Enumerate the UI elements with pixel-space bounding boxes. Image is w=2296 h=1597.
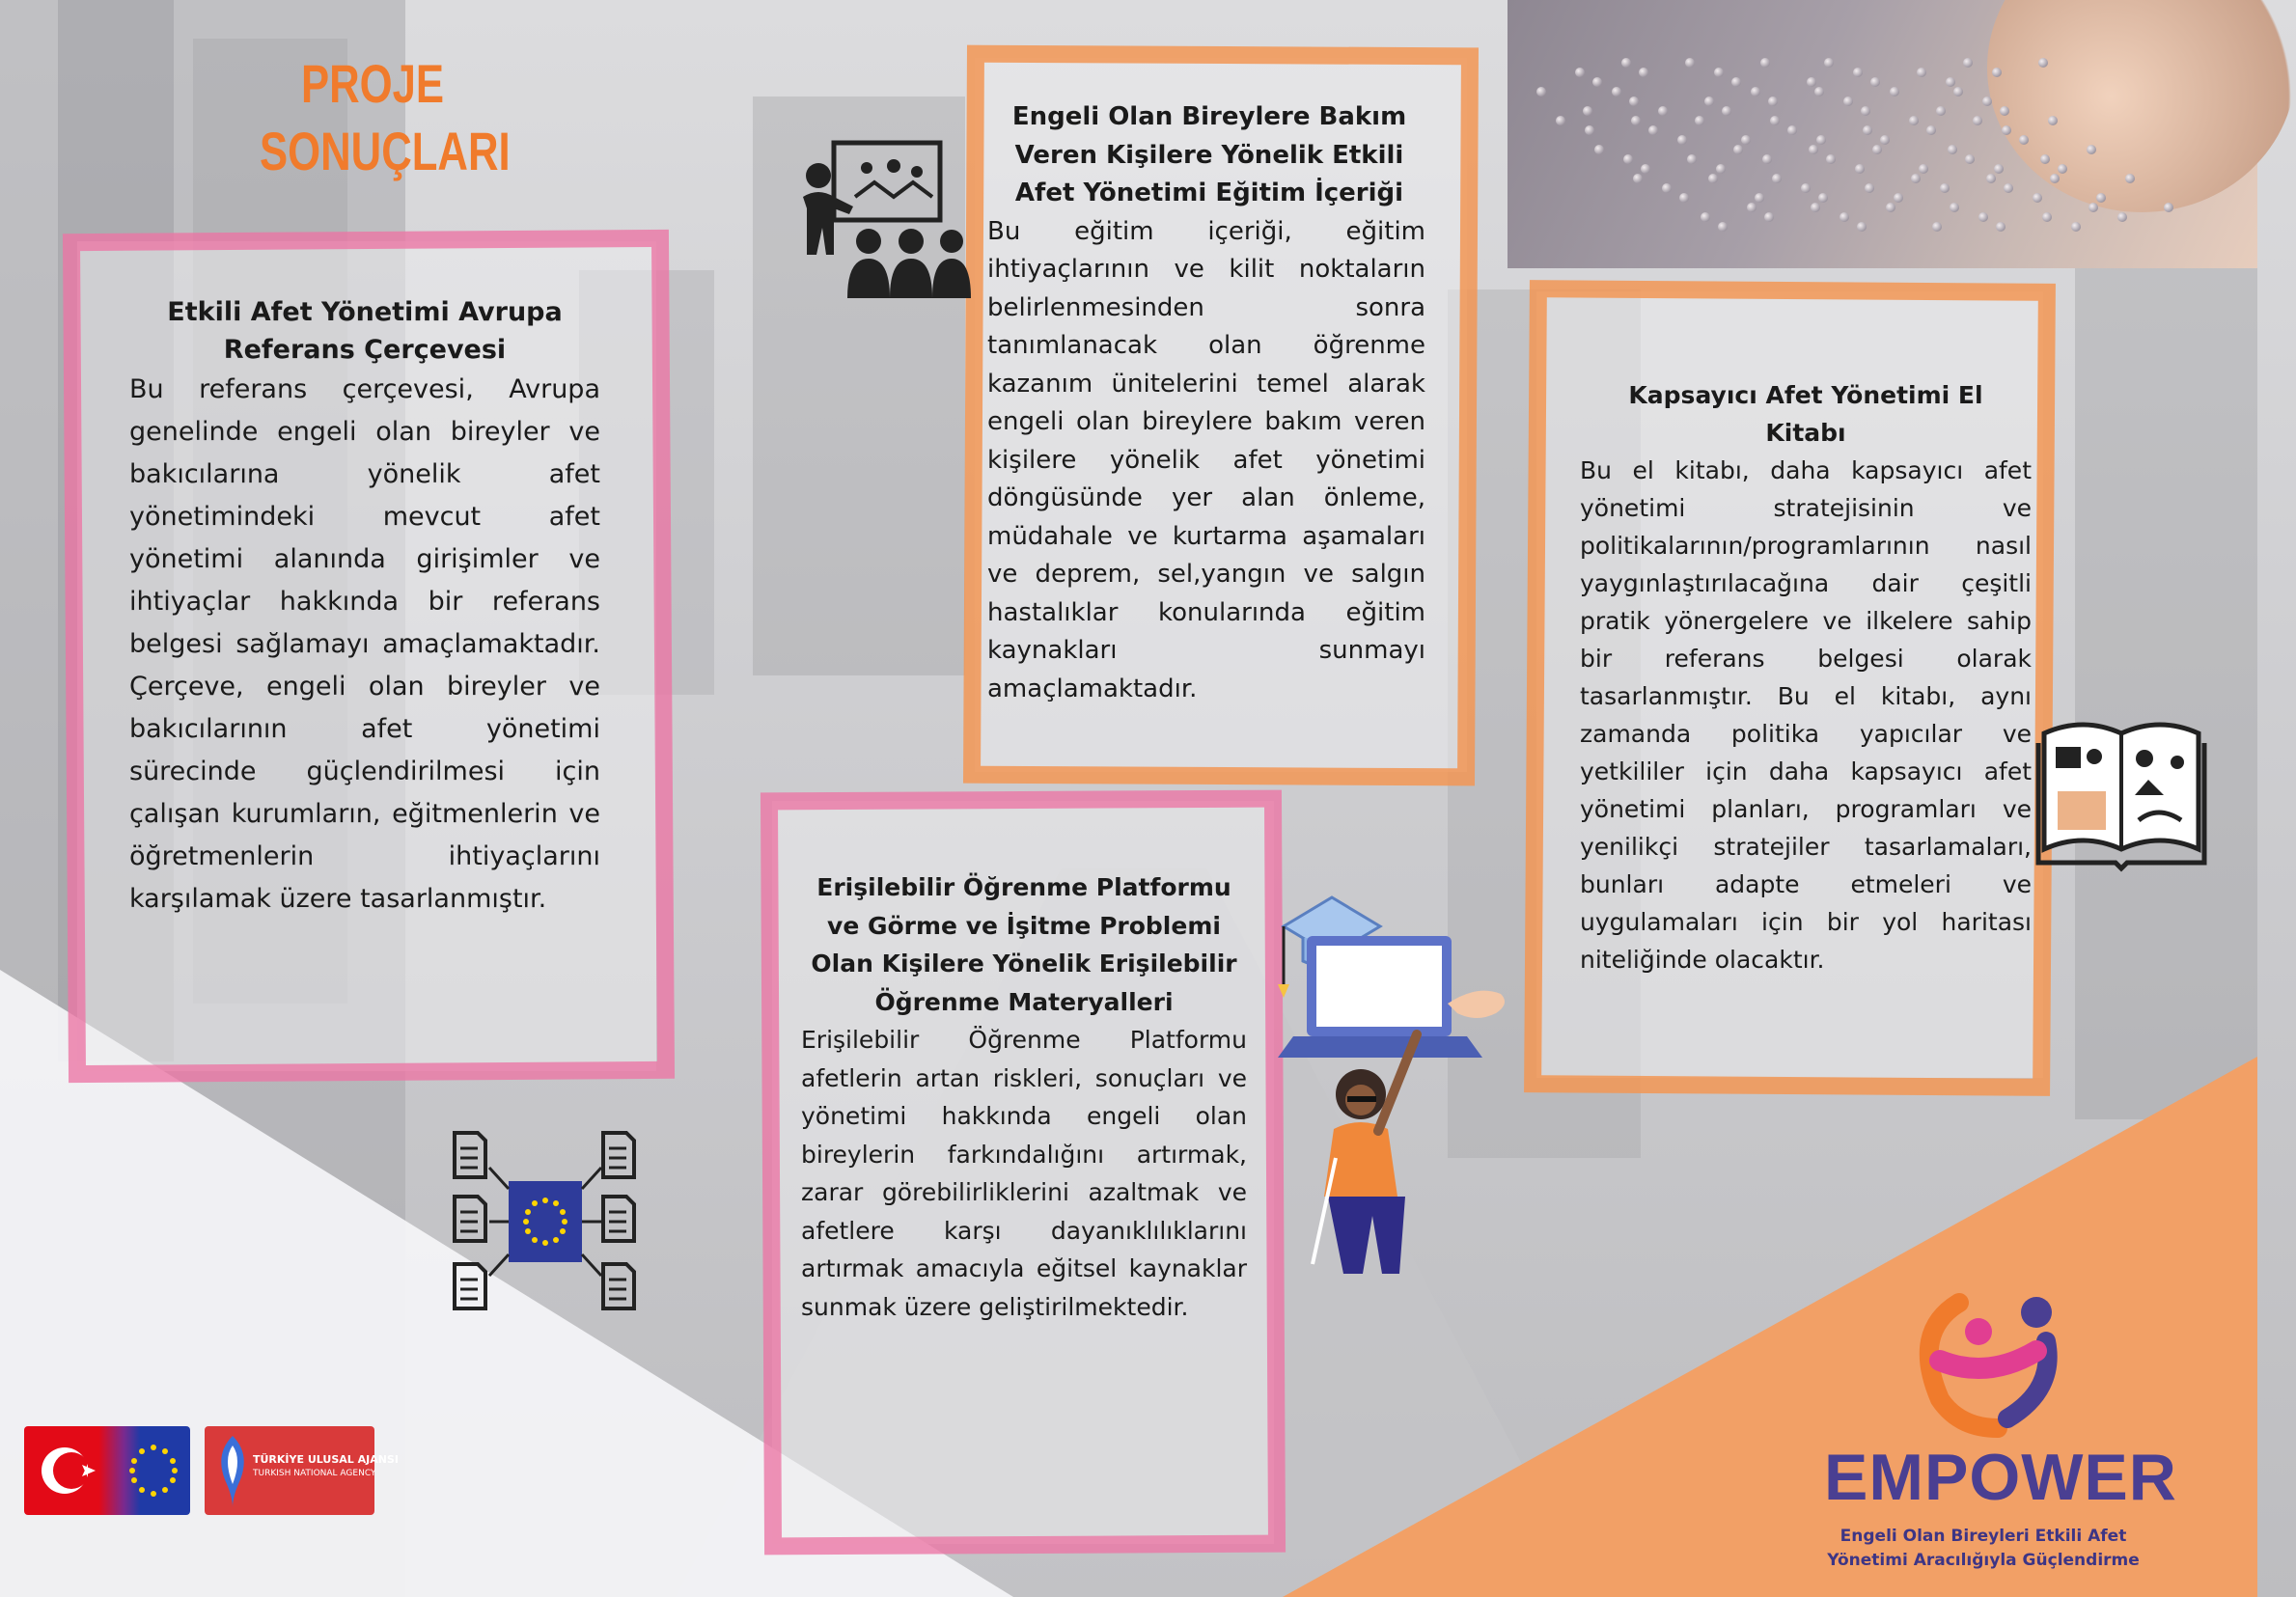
braille-dot <box>1623 154 1633 164</box>
braille-dot <box>1762 154 1772 164</box>
braille-dot <box>2019 135 2029 145</box>
braille-dot <box>1733 145 1743 154</box>
braille-dot <box>1716 164 1726 174</box>
braille-dot <box>1741 135 1751 145</box>
braille-dot <box>1872 145 1882 154</box>
braille-dot <box>1594 145 1604 154</box>
braille-dot <box>1986 174 1996 183</box>
braille-dot <box>1583 106 1592 116</box>
braille-dot <box>1894 193 1903 203</box>
platform-body: Erişilebilir Öğrenme Platformu afetlerin artan riskleri, sonuçları ve yönetimi hakkında engeli olan bireylerin farkındalığını artırmak, zarar görebilirliklerini azaltmak ve afetlere karşı dayanıklılıklarını artırmak amacıyla eğitsel kaynaklar sunmak üzere geliştirilmektedir. <box>801 1026 1247 1321</box>
braille-dot <box>1536 87 1546 96</box>
braille-dot <box>1612 87 1621 96</box>
braille-dot <box>2096 193 2106 203</box>
braille-dot <box>2087 145 2096 154</box>
braille-dot <box>1861 106 1870 116</box>
teacher-class-icon <box>797 139 971 303</box>
braille-dot <box>1714 68 1724 77</box>
braille-dot <box>1787 125 1797 135</box>
braille-dot <box>1585 125 1594 135</box>
braille-dot <box>1982 96 1992 106</box>
page-title: PROJE SONUÇLARI <box>260 53 511 181</box>
braille-dot <box>1946 77 1955 87</box>
braille-dot <box>2058 164 2067 174</box>
eu-documents-network-icon <box>449 1129 642 1314</box>
braille-dot <box>1662 183 1672 193</box>
braille-dot <box>1996 222 2006 232</box>
braille-dot <box>1814 87 1824 96</box>
braille-dot <box>1870 77 1880 87</box>
braille-dot <box>2117 212 2127 222</box>
braille-dot <box>1932 222 1942 232</box>
braille-photo <box>1508 0 2257 268</box>
handbook-panel <box>1580 376 2032 978</box>
framework-panel <box>129 293 600 921</box>
accessible-learner-illustration <box>1264 878 1515 1283</box>
braille-dot <box>1926 125 1936 135</box>
braille-dot <box>1621 58 1631 68</box>
braille-dot <box>1685 58 1695 68</box>
braille-dot <box>2040 154 2050 164</box>
braille-dot <box>2125 174 2135 183</box>
braille-dot <box>1840 212 1849 222</box>
handbook-body: Bu el kitabı, daha kapsayıcı afet yönetimi stratejisinin ve politikalarının/programlarının nasıl yaygınlaştırılacağına dair çeşitli pratik yönergelere ve ilkelere sahip bir referans belgesi olarak tasarlanmıştır. Bu el kitabı, aynı zamanda politika yapıcılar ve yetkililer için daha kapsayıcı afet yönetimi planları, programları ve yenilikçi stratejiler tasarlamaları, bunları adapte etmeleri ve uygulamaları için bir yol haritası niteliğinde olacaktır. <box>1580 456 2032 974</box>
braille-dot <box>2000 106 2009 116</box>
training-heading: Engeli Olan Bireylere Bakım Veren Kişilere Yönelik Etkili Afet Yönetimi Eğitim İçeriği <box>1011 102 1407 207</box>
braille-dot <box>1807 77 1816 87</box>
braille-dot <box>1772 174 1782 183</box>
braille-dot <box>2164 203 2173 212</box>
braille-dot <box>1747 203 1757 212</box>
braille-dot <box>1809 145 1818 154</box>
braille-dot <box>1764 212 1774 222</box>
braille-dot <box>1857 222 1867 232</box>
braille-dot <box>2038 58 2048 68</box>
braille-dot <box>1633 174 1643 183</box>
braille-dot <box>1994 164 2004 174</box>
braille-dot <box>1880 135 1890 145</box>
training-body: Bu eğitim içeriği, eğitim ihtiyaçlarının ve kilit noktaların belirlenmesinden sonra tanımlanacak olan öğrenme kazanım ünitelerini temel alarak engeli olan bireylere bakım veren kişilere yönelik afet yönetimi döngüsünde yer alan önleme, müdahale ve kurtarma aşamaları ve deprem, sel,yangın ve salgın hastalıklar konularında eğitim kaynakları sunmayı amaçlamaktadır. <box>987 216 1425 703</box>
braille-dot <box>1770 116 1780 125</box>
braille-dot <box>1658 106 1668 116</box>
braille-dot <box>1760 58 1770 68</box>
national-agency-name-en: TURKISH NATIONAL AGENCY <box>253 1469 376 1478</box>
braille-dot <box>2004 183 2013 193</box>
braille-dot <box>1648 125 1658 135</box>
braille-dot <box>1886 203 1895 212</box>
braille-dot <box>1855 164 1865 174</box>
empower-tagline: Engeli Olan Bireyleri Etkili Afet Yönetimi Aracılığıyla Güçlendirme <box>1827 1527 2140 1570</box>
braille-dot <box>1722 106 1731 116</box>
braille-dot <box>1679 193 1689 203</box>
braille-dot <box>2050 174 2060 183</box>
braille-dot <box>1816 135 1826 145</box>
braille-dot <box>1695 116 1704 125</box>
braille-dot <box>1950 203 1959 212</box>
braille-dot <box>1973 116 1982 125</box>
handbook-heading: Kapsayıcı Afet Yönetimi El Kitabı <box>1628 381 1983 447</box>
braille-dot <box>1919 164 1928 174</box>
braille-dot <box>1704 96 1714 106</box>
braille-dot <box>1863 125 1872 135</box>
national-agency-logo <box>205 1426 399 1515</box>
braille-dot <box>1953 87 1963 96</box>
empower-logo-mark <box>1901 1274 2094 1438</box>
braille-dot <box>1948 145 1957 154</box>
braille-dot <box>1865 183 1874 193</box>
braille-dot <box>1708 174 1718 183</box>
braille-dot <box>1963 58 1973 68</box>
training-panel <box>987 98 1425 708</box>
braille-dot <box>2002 125 2011 135</box>
braille-dot <box>1701 212 1710 222</box>
braille-dot <box>1639 68 1648 77</box>
platform-heading: Erişilebilir Öğrenme Platformu ve Görme ve İşitme Problemi Olan Kişilere Yönelik Erişilebilir Öğrenme Materyalleri <box>811 873 1237 1016</box>
open-book-icon <box>2034 714 2208 868</box>
braille-dot <box>1978 212 1988 222</box>
braille-dot <box>1718 222 1728 232</box>
braille-dot <box>1801 183 1811 193</box>
braille-dot <box>1818 193 1828 203</box>
braille-dot <box>2048 116 2058 125</box>
braille-dot <box>1556 116 1565 125</box>
braille-dot <box>1811 203 1820 212</box>
braille-dot <box>1687 154 1697 164</box>
framework-body: Bu referans çerçevesi, Avrupa genelinde engeli olan bireyler ve bakıcılarına yönelik afet yönetimindeki mevcut afet yönetimi alanında girişimler ve ihtiyaçlar hakkında bir referans belgesi sağlamayı amaçlamaktadır. Çerçeve, engeli olan bireyler ve bakıcılarının afet yönetimi sürecinde güçlendirilmesi için çalışan kurumların, eğitmenlerin ve öğretmenlerin ihtiyaçlarını karşılamak üzere tasarlanmıştır. <box>129 374 600 914</box>
braille-dot <box>2071 222 2081 232</box>
braille-dot <box>2033 193 2042 203</box>
framework-heading: Etkili Afet Yönetimi Avrupa Referans Çerçevesi <box>167 297 563 365</box>
braille-dot <box>1940 183 1950 193</box>
braille-dot <box>1917 68 1926 77</box>
platform-panel <box>801 868 1247 1326</box>
braille-dot <box>2042 212 2052 222</box>
braille-dot <box>1575 68 1585 77</box>
braille-dot <box>1843 96 1853 106</box>
braille-dot <box>1755 193 1764 203</box>
braille-dot <box>1824 58 1834 68</box>
empower-wordmark: EMPOWER <box>1824 1441 2177 1514</box>
braille-dot <box>1629 96 1639 106</box>
braille-dot <box>1853 68 1863 77</box>
braille-dot <box>1826 154 1836 164</box>
braille-dot <box>1909 116 1919 125</box>
braille-dot <box>1677 135 1687 145</box>
braille-dot <box>1751 87 1760 96</box>
braille-dot <box>1768 96 1778 106</box>
braille-dot <box>1890 87 1899 96</box>
braille-dot <box>2089 203 2098 212</box>
braille-dot <box>1992 68 2002 77</box>
braille-dot <box>1592 77 1602 87</box>
braille-dot <box>1936 106 1946 116</box>
flags-logo <box>24 1426 190 1515</box>
braille-dot <box>1911 174 1921 183</box>
national-agency-name: TÜRKİYE ULUSAL AJANSI <box>253 1453 399 1466</box>
braille-dot <box>1965 154 1975 164</box>
braille-dot <box>1641 164 1650 174</box>
braille-dot <box>1631 116 1641 125</box>
braille-dot <box>1731 77 1741 87</box>
